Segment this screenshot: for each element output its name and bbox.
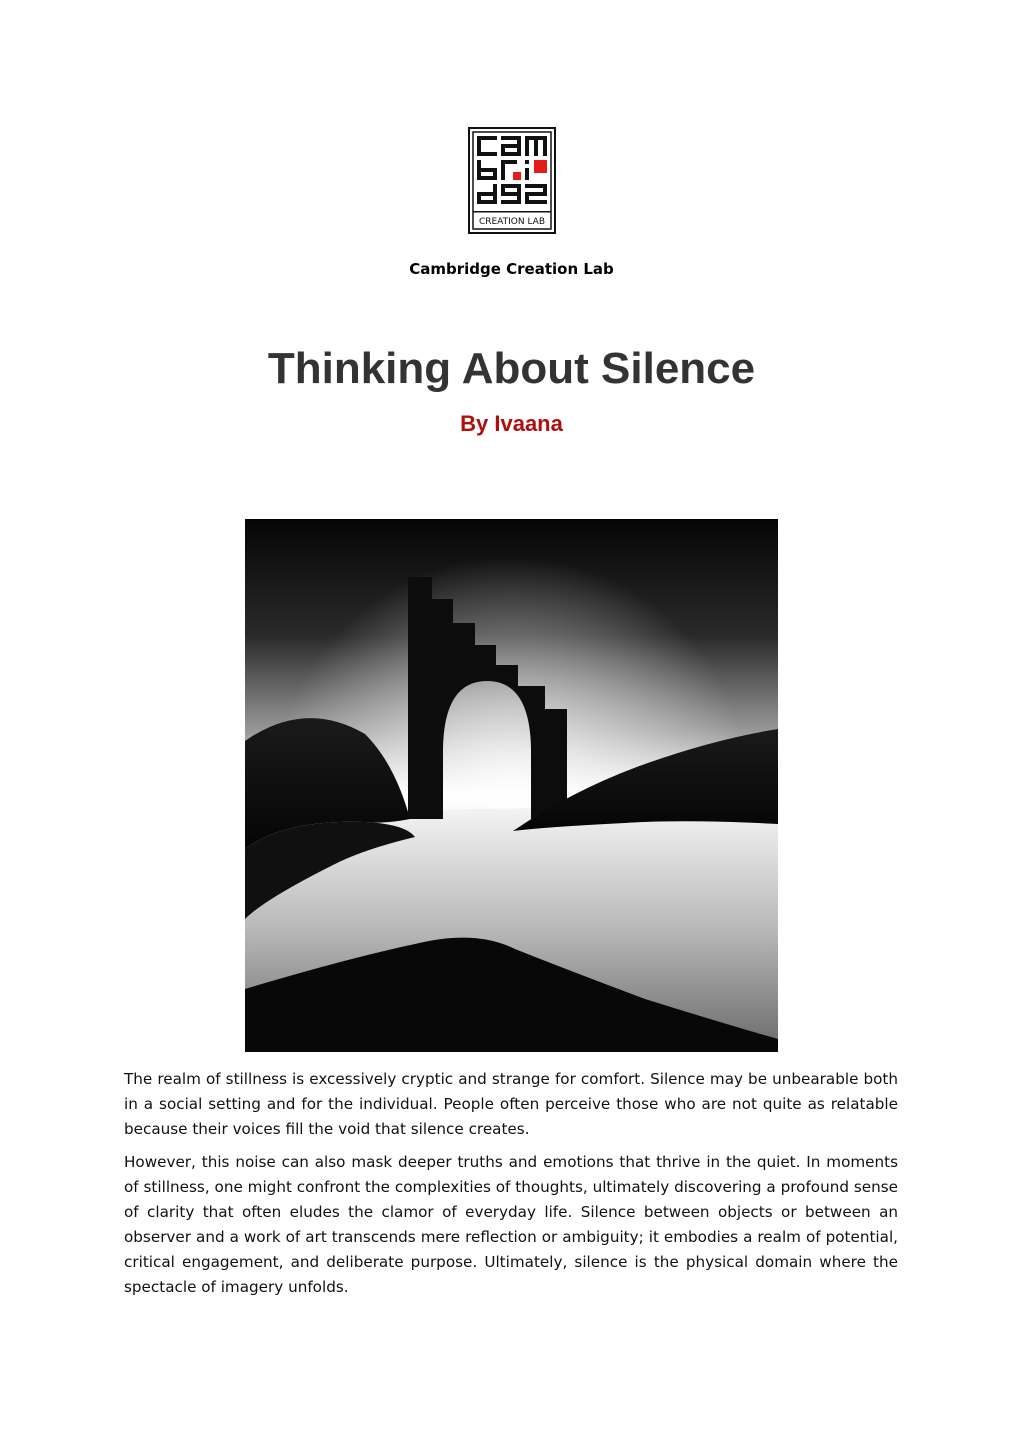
cambridge-creation-lab-logo xyxy=(468,127,556,234)
page-title: Thinking About Silence xyxy=(267,344,756,393)
svg-text:CREATION LAB: CREATION LAB xyxy=(478,217,546,227)
article-paragraph: However, this noise can also mask deeper truths and emotions that thrive in the quiet. In moments of stillness, one might confront the complexities of thoughts, ultimately discovering a profound sense of clarity that often eludes the clamor of everyday life. Silence between objects or between an observer and a work of art transcends mere reflection or ambiguity; it embodies a realm of potential, critical engagement, and deliberate purpose. Ultimately, silence is the physical domain where the spectacle of imagery unfolds. xyxy=(124,1153,898,1296)
article-paragraph: The realm of stillness is excessively cryptic and strange for comfort. Silence may be unbearable both in a social setting and for the individual. People often perceive those who are not quite as relatable because their voices fill the void that silence creates. xyxy=(124,1070,898,1138)
org-name: Cambridge Creation Lab xyxy=(409,260,614,278)
article-body xyxy=(124,1067,898,1308)
author-byline: By Ivaana xyxy=(460,411,563,436)
surreal-archway-landscape-image xyxy=(245,519,778,1052)
